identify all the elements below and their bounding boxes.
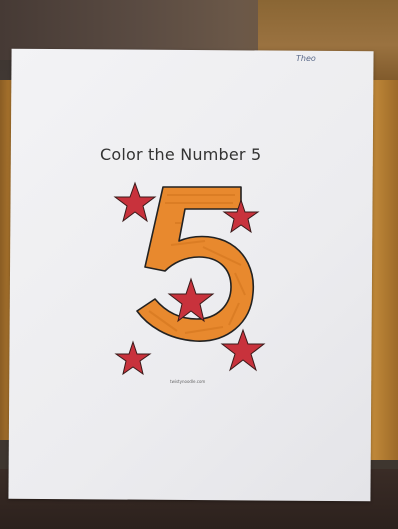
worksheet-title: Color the Number 5 [100,145,262,164]
handwritten-name: Theo [296,54,316,63]
star-bottom-right [222,330,264,370]
number-five-artwork [105,175,275,385]
star-top-left [115,183,155,221]
footer-credit: twistynoodle.com [170,379,206,384]
star-bottom-left [116,342,150,374]
number-five-shape [137,187,253,341]
